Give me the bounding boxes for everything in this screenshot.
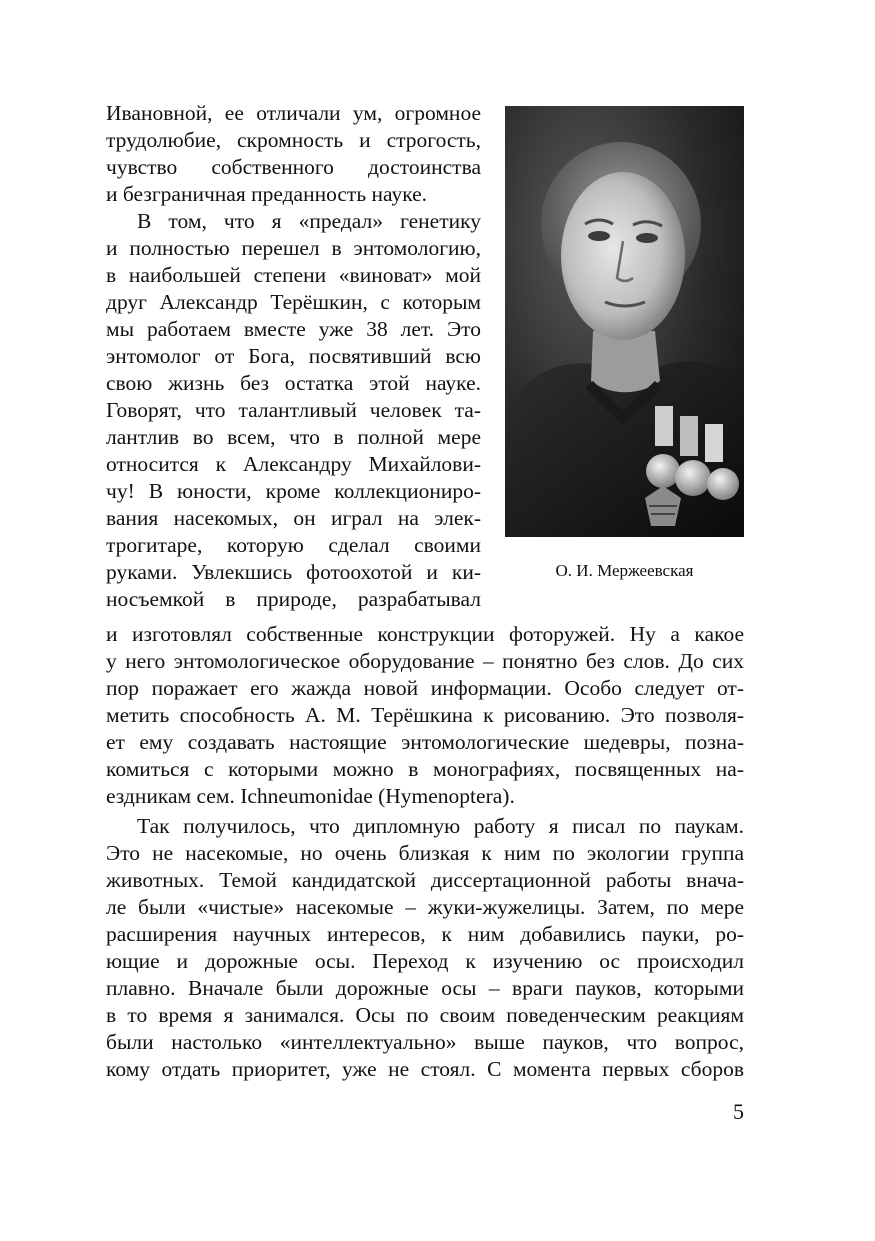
text-line: вания насекомых, он играл на элек- — [106, 506, 481, 530]
text-line: и изготовлял собственные конструкции фоторужей. Ну а какое — [106, 622, 744, 646]
text-line: свою жизнь без остатка этой науке. — [106, 371, 481, 395]
text-line: расширения научных интересов, к ним добавились пауки, ро- — [106, 922, 744, 946]
text-line: животных. Темой кандидатской диссертационной работы внача- — [106, 868, 744, 892]
text-line: мы работаем вместе уже 38 лет. Это — [106, 317, 481, 341]
text-line: были настолько «интеллектуально» выше пауков, что вопрос, — [106, 1030, 744, 1054]
text-line: и безграничная преданность науке. — [106, 182, 428, 206]
text-line: руками. Увлекшись фотоохотой и ки- — [106, 560, 481, 584]
text-line: ет ему создавать настоящие энтомологические шедевры, позна- — [106, 730, 744, 754]
text-line: в то время я занимался. Осы по своим поведенческим реакциям — [106, 1003, 744, 1027]
text-line: кому отдать приоритет, уже не стоял. С момента первых сборов — [106, 1057, 744, 1081]
text-line: метить способность А. М. Терёшкина к рисованию. Это позволя- — [106, 703, 744, 727]
text-line: трудолюбие, скромность и строгость, — [106, 128, 481, 152]
text-line: В том, что я «предал» генетику — [137, 209, 481, 233]
text-line: пор поражает его жажда новой информации. Особо следует от- — [106, 676, 744, 700]
text-line: комиться с которыми можно в монографиях, посвященных на- — [106, 757, 744, 781]
text-line: лантлив во всем, что в полной мере — [106, 425, 481, 449]
text-line: Ивановной, ее отличали ум, огромное — [106, 101, 481, 125]
text-line: трогитаре, которую сделал своими — [106, 533, 481, 557]
text-line: и полностью перешел в энтомологию, — [106, 236, 481, 260]
text-line: друг Александр Терёшкин, с которым — [106, 290, 481, 314]
text-line: ле были «чистые» насекомые – жуки-жужелицы. Затем, по мере — [106, 895, 744, 919]
text-line: ездникам сем. Ichneumonidae (Hymenoptera). — [106, 784, 515, 808]
text-line: чувство собственного достоинства — [106, 155, 481, 179]
text-line: Так получилось, что дипломную работу я писал по паукам. — [137, 814, 744, 838]
text-line: в наибольшей степени «виноват» мой — [106, 263, 481, 287]
text-line: относится к Александру Михайлови- — [106, 452, 481, 476]
portrait-photo — [505, 106, 744, 537]
text-line: носъемкой в природе, разрабатывал — [106, 587, 481, 611]
text-line: энтомолог от Бога, посвятивший всю — [106, 344, 481, 368]
text-line: Говорят, что талантливый человек та- — [106, 398, 481, 422]
portrait-image — [505, 106, 744, 537]
text-line: чу! В юности, кроме коллекциониро- — [106, 479, 481, 503]
text-line: плавно. Вначале были дорожные осы – враги пауков, которыми — [106, 976, 744, 1000]
text-line: Это не насекомые, но очень близкая к ним по экологии группа — [106, 841, 744, 865]
photo-caption: О. И. Мержеевская — [555, 561, 694, 580]
page-number: 5 — [733, 1099, 744, 1124]
text-line: у него энтомологическое оборудование – понятно без слов. До сих — [106, 649, 744, 673]
text-line: ющие и дорожные осы. Переход к изучению ос происходил — [106, 949, 744, 973]
